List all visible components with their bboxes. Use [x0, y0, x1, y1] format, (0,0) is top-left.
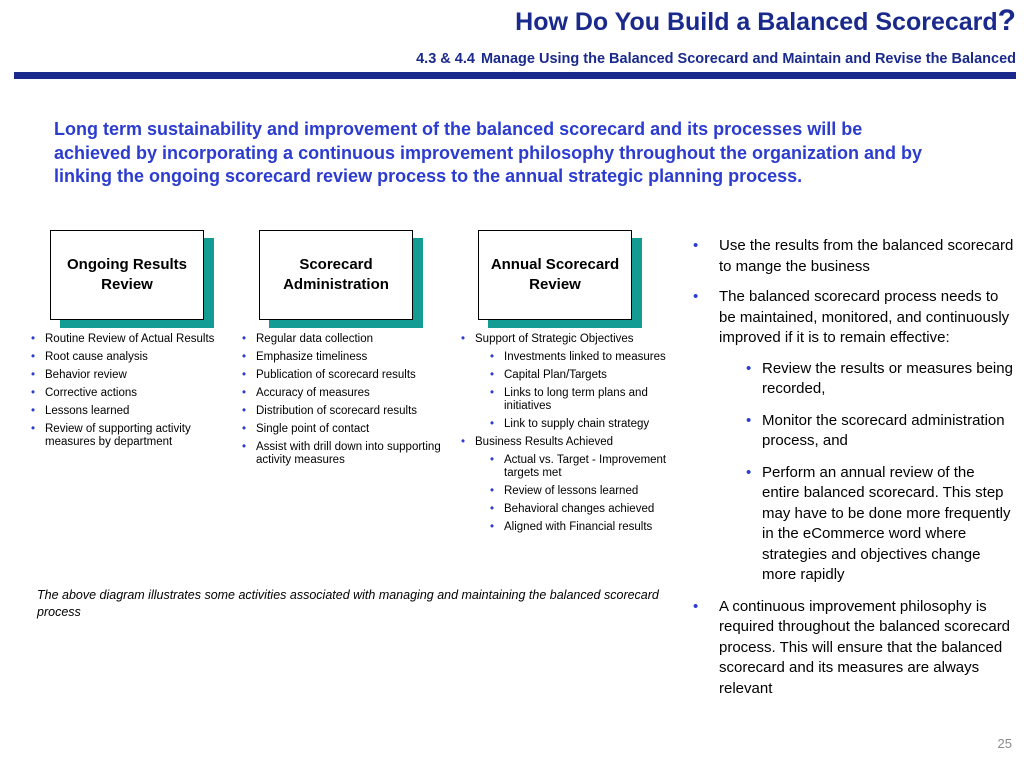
list-item: • Lessons learned: [27, 405, 217, 418]
sub-bullet-point: • Perform an annual review of the entire balanced scorecard. This step may have to be done more frequently in the eCommerce word where strategies and objectives change more rapidly: [690, 463, 1016, 586]
list-item: • Accuracy of measures: [238, 387, 443, 400]
slide-title: [515, 4, 1016, 38]
list-item: • Emphasize timeliness: [238, 351, 443, 364]
list-subitem: • Aligned with Financial results: [457, 521, 695, 534]
list-subitem: • Behavioral changes achieved: [457, 503, 695, 516]
list-subitem: • Capital Plan/Targets: [457, 369, 695, 382]
bullet-point: • A continuous improvement philosophy is required throughout the balanced scorecard process. This will ensure that the balanced scorecard and its measures are always relevant: [690, 597, 1016, 700]
list-subitem: • Review of lessons learned: [457, 485, 695, 498]
list-scorecard-administration: [238, 333, 443, 472]
list-item: • Distribution of scorecard results: [238, 405, 443, 418]
box-label: Scorecard Administration: [259, 230, 413, 320]
header-rule: [14, 72, 1016, 79]
slide-subtitle: [416, 51, 1016, 67]
box-scorecard-administration: [259, 230, 427, 328]
list-item: • Business Results Achieved: [457, 436, 695, 449]
slide-title-mark: ?: [997, 4, 1016, 37]
list-item: • Corrective actions: [27, 387, 217, 400]
list-subitem: • Investments linked to measures: [457, 351, 695, 364]
list-item: • Support of Strategic Objectives: [457, 333, 695, 346]
sub-bullet-point: • Review the results or measures being recorded,: [690, 359, 1016, 400]
list-annual-scorecard-review: [457, 333, 695, 539]
box-annual-scorecard-review: [478, 230, 646, 328]
diagram-caption: The above diagram illustrates some activities associated with managing and maintaining the balanced scorecard process: [37, 588, 659, 619]
section-title: Manage Using the Balanced Scorecard and Maintain and Revise the Balanced: [480, 51, 1016, 67]
list-item: • Routine Review of Actual Results: [27, 333, 217, 346]
list-item: • Root cause analysis: [27, 351, 217, 364]
right-bullet-list: [690, 236, 1016, 709]
list-item: • Behavior review: [27, 369, 217, 382]
list-subitem: • Links to long term plans and initiatives: [457, 387, 695, 413]
box-label: Annual Scorecard Review: [478, 230, 632, 320]
list-item: • Regular data collection: [238, 333, 443, 346]
page-number: 25: [997, 736, 1012, 751]
slide-title-text: How Do You Build a Balanced Scorecard: [515, 8, 998, 36]
section-number: 4.3 & 4.4: [416, 51, 475, 67]
box-label: Ongoing Results Review: [50, 230, 204, 320]
bullet-point: • Use the results from the balanced scorecard to mange the business: [690, 236, 1016, 277]
sub-bullet-point: • Monitor the scorecard administration process, and: [690, 411, 1016, 452]
list-item: • Single point of contact: [238, 423, 443, 436]
list-item: • Assist with drill down into supporting activity measures: [238, 441, 443, 467]
bullet-point: • The balanced scorecard process needs to be maintained, monitored, and continuously improved if it is to remain effective:: [690, 287, 1016, 349]
intro-paragraph: Long term sustainability and improvement of the balanced scorecard and its processes will be achieved by incorporating a continuous improvement philosophy throughout the organization and by linking the ongoing scorecard review process to the annual strategic planning process.: [54, 119, 923, 186]
list-item: • Publication of scorecard results: [238, 369, 443, 382]
list-ongoing-results-review: [27, 333, 217, 454]
box-ongoing-results-review: [50, 230, 218, 328]
list-subitem: • Link to supply chain strategy: [457, 418, 695, 431]
list-subitem: • Actual vs. Target - Improvement targets met: [457, 454, 695, 480]
list-item: • Review of supporting activity measures by department: [27, 423, 217, 449]
